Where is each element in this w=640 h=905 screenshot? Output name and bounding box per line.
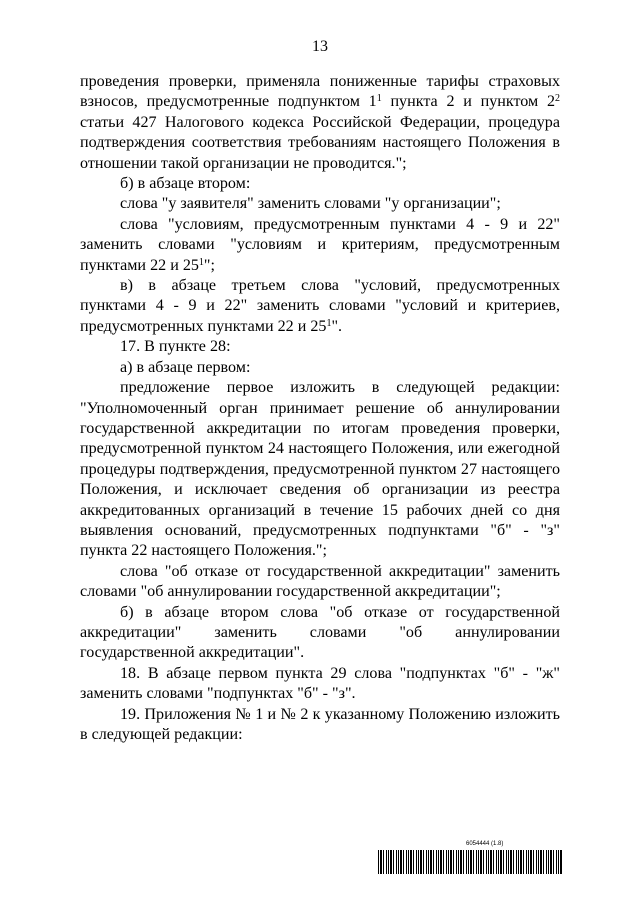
paragraph-b: б) в абзаце втором:: [120, 175, 251, 193]
superscript: 1: [326, 317, 332, 329]
paragraph-first-sentence: предложение первое изложить в следующей редакции: "Уполномоченный орган принимает решение об аннулировании государственной аккредитации по итогам проведения проверки, предусмотренной пунктом 24 настоящего Положения, или ежегодной процедуры подтверждения, предусмотренной пунктом 27 настоящего Положения, и исключает сведения об организации из реестра аккредитованных организаций в течение 15 рабочих дней со дня выявления оснований, предусмотренных подпунктами "б" - "з" пункта 22 настоящего Положения.";: [80, 379, 560, 560]
document-body: [80, 72, 560, 745]
paragraph-b-second: б) в абзаце втором слова "об отказе от государственной аккредитации" заменить словами "об аннулировании государственной аккредитации".: [80, 603, 560, 662]
paragraph-item-19: 19. Приложения № 1 и № 2 к указанному Положению изложить в следующей редакции:: [80, 705, 560, 743]
superscript: 2: [555, 93, 560, 105]
paragraph-item-17: 17. В пункте 28:: [120, 338, 231, 356]
paragraph-replace-conditions: слова "условиям, предусмотренным пунктами 4 - 9 и 22" заменить словами "условиям и критериям, предусмотренным пунктами 22 и $25^1$";: [80, 215, 560, 274]
page-number: 13: [312, 38, 328, 55]
paragraph-a: а) в абзаце первом:: [120, 358, 251, 376]
paragraph-continuation: проведения проверки, применяла пониженные тарифы страховых взносов, предусмотренные подпунктом $1^1$ пункта 2 и пунктом $2^2$ статьи 427 Налогового кодекса Российской Федерации, процедура подтверждения соответствия требованиям настоящего Положения в отношении такой организации не проводится.";: [80, 73, 560, 172]
superscript: 1: [376, 93, 382, 105]
barcode-id: 6054444 (1.8): [466, 841, 504, 847]
barcode-icon: [378, 850, 562, 874]
paragraph-replace-refusal: слова "об отказе от государственной аккредитации" заменить словами "об аннулировании государственной аккредитации";: [80, 562, 560, 601]
paragraph-item-18: 18. В абзаце первом пункта 29 слова "подпунктах "б" - "ж" заменить словами "подпунктах "б" - "з".: [80, 664, 560, 703]
superscript: 1: [198, 256, 204, 268]
paragraph-v: в) в абзаце третьем слова "условий, предусмотренных пунктами 4 - 9 и 22" заменить словами "условий и критериев, предусмотренных пунктами 22 и $25^1$".: [80, 277, 560, 335]
paragraph-replace-applicant: слова "у заявителя" заменить словами "у организации";: [120, 195, 501, 213]
